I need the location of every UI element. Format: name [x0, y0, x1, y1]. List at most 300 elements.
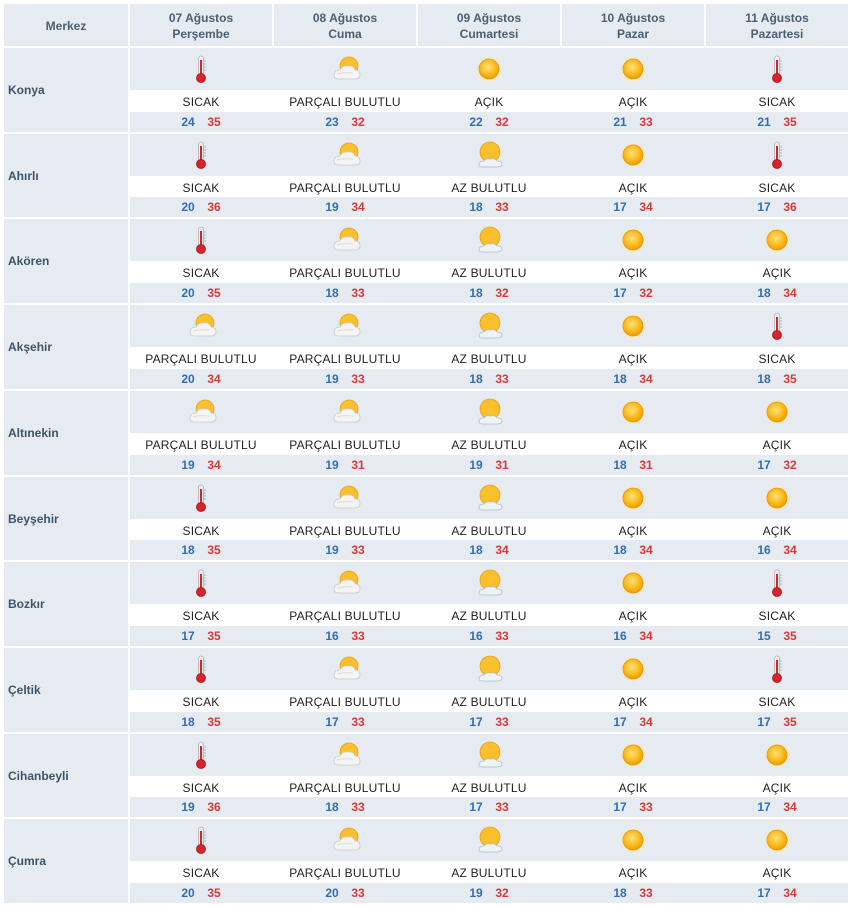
temperature-pair	[274, 372, 416, 386]
temperature-pair	[706, 715, 848, 729]
max-temp: 34	[639, 629, 653, 643]
min-temp: 19	[181, 458, 195, 472]
min-temp: 24	[181, 115, 195, 129]
mostly-sunny-icon	[474, 568, 504, 598]
min-temp: 20	[181, 286, 195, 300]
partly-cloudy-icon	[330, 483, 360, 513]
thermometer-icon	[186, 140, 216, 170]
condition-text: SICAK	[758, 181, 796, 195]
station-name-cell	[4, 648, 128, 732]
thermometer-icon	[762, 568, 792, 598]
sun-icon	[762, 225, 792, 255]
min-temp: 20	[181, 200, 195, 214]
day-forecast-cell	[274, 562, 416, 646]
station-name[interactable]: Altınekin	[8, 426, 59, 440]
temperature-pair	[418, 715, 560, 729]
temperature-pair	[418, 115, 560, 129]
min-temp: 16	[325, 629, 339, 643]
day-forecast-cell	[130, 219, 272, 303]
max-temp: 33	[351, 543, 365, 557]
condition-text: PARÇALI BULUTLU	[289, 181, 401, 195]
min-temp: 21	[757, 115, 771, 129]
day-forecast-cell	[562, 562, 704, 646]
station-name[interactable]: Akören	[8, 254, 50, 268]
day-forecast-cell	[706, 134, 848, 217]
station-name-cell	[4, 562, 128, 646]
max-temp: 34	[783, 800, 797, 814]
condition-text: AZ BULUTLU	[451, 695, 527, 709]
min-temp: 19	[469, 458, 483, 472]
day-forecast-cell	[130, 48, 272, 132]
sun-icon	[762, 483, 792, 513]
max-temp: 35	[207, 543, 221, 557]
condition-text: AÇIK	[618, 524, 648, 538]
sun-icon	[618, 568, 648, 598]
min-temp: 18	[469, 543, 483, 557]
merkez-label: Merkez	[45, 19, 87, 33]
max-temp: 32	[495, 886, 509, 900]
max-temp: 35	[207, 715, 221, 729]
sun-icon	[618, 225, 648, 255]
temperature-pair	[418, 372, 560, 386]
min-temp: 18	[181, 715, 195, 729]
temperature-pair	[418, 543, 560, 557]
min-temp: 18	[613, 372, 627, 386]
thermometer-icon	[186, 483, 216, 513]
temperature-pair	[130, 286, 272, 300]
max-temp: 35	[783, 629, 797, 643]
min-temp: 18	[613, 543, 627, 557]
min-temp: 17	[181, 629, 195, 643]
day-forecast-cell	[130, 562, 272, 646]
day-forecast-cell	[418, 305, 560, 389]
header-weekday: Cumartesi	[459, 27, 519, 41]
day-forecast-cell	[706, 48, 848, 132]
temperature-pair	[562, 115, 704, 129]
thermometer-icon	[186, 225, 216, 255]
day-forecast-cell	[418, 219, 560, 303]
max-temp: 32	[783, 458, 797, 472]
max-temp: 33	[351, 886, 365, 900]
max-temp: 34	[207, 372, 221, 386]
condition-text: SICAK	[182, 266, 220, 280]
max-temp: 36	[783, 200, 797, 214]
condition-text: SICAK	[758, 695, 796, 709]
temperature-pair	[130, 458, 272, 472]
day-forecast-cell	[706, 391, 848, 475]
day-forecast-cell	[418, 819, 560, 903]
day-forecast-cell	[706, 648, 848, 732]
day-forecast-cell	[274, 391, 416, 475]
day-forecast-cell	[130, 734, 272, 817]
min-temp: 17	[757, 458, 771, 472]
day-forecast-cell	[130, 477, 272, 560]
max-temp: 35	[783, 372, 797, 386]
max-temp: 33	[639, 800, 653, 814]
station-name-cell	[4, 219, 128, 303]
condition-text: AZ BULUTLU	[451, 438, 527, 452]
station-name[interactable]: Çeltik	[8, 683, 41, 697]
temperature-pair	[130, 715, 272, 729]
max-temp: 34	[639, 543, 653, 557]
header-day	[706, 4, 848, 46]
min-temp: 17	[325, 715, 339, 729]
min-temp: 16	[469, 629, 483, 643]
mostly-sunny-icon	[474, 225, 504, 255]
temperature-pair	[562, 543, 704, 557]
min-temp: 17	[613, 800, 627, 814]
condition-text: SICAK	[182, 524, 220, 538]
temperature-pair	[706, 629, 848, 643]
condition-text: AÇIK	[618, 695, 648, 709]
min-temp: 21	[613, 115, 627, 129]
header-day	[418, 4, 560, 46]
min-temp: 16	[757, 543, 771, 557]
header-weekday: Pazar	[616, 27, 650, 41]
condition-text: AÇIK	[618, 609, 648, 623]
condition-text: SICAK	[182, 781, 220, 795]
min-temp: 22	[469, 115, 483, 129]
temperature-pair	[130, 115, 272, 129]
mostly-sunny-icon	[474, 311, 504, 341]
day-forecast-cell	[274, 734, 416, 817]
min-temp: 19	[181, 800, 195, 814]
condition-text: PARÇALI BULUTLU	[289, 609, 401, 623]
temperature-pair	[706, 458, 848, 472]
temperature-pair	[562, 200, 704, 214]
mostly-sunny-icon	[474, 140, 504, 170]
max-temp: 33	[495, 629, 509, 643]
min-temp: 18	[757, 286, 771, 300]
min-temp: 18	[325, 286, 339, 300]
temperature-pair	[562, 458, 704, 472]
condition-text: AZ BULUTLU	[451, 352, 527, 366]
sun-icon	[618, 740, 648, 770]
max-temp: 34	[783, 543, 797, 557]
partly-cloudy-icon	[330, 825, 360, 855]
temperature-pair	[130, 629, 272, 643]
condition-text: AÇIK	[762, 438, 792, 452]
temperature-pair	[562, 715, 704, 729]
max-temp: 34	[639, 200, 653, 214]
day-forecast-cell	[418, 734, 560, 817]
day-forecast-cell	[562, 819, 704, 903]
station-name[interactable]: Bozkır	[8, 597, 45, 611]
max-temp: 32	[639, 286, 653, 300]
temperature-pair	[418, 886, 560, 900]
thermometer-icon	[186, 654, 216, 684]
condition-text: SICAK	[182, 95, 220, 109]
max-temp: 33	[639, 886, 653, 900]
condition-text: AZ BULUTLU	[451, 524, 527, 538]
temperature-pair	[706, 200, 848, 214]
header-date: 09 Ağustos	[456, 11, 522, 25]
max-temp: 34	[207, 458, 221, 472]
sun-icon	[618, 825, 648, 855]
max-temp: 34	[351, 200, 365, 214]
min-temp: 18	[757, 372, 771, 386]
temperature-pair	[274, 629, 416, 643]
max-temp: 33	[495, 800, 509, 814]
condition-text: AZ BULUTLU	[451, 266, 527, 280]
station-name[interactable]: Beyşehir	[8, 511, 59, 526]
min-temp: 19	[325, 543, 339, 557]
day-forecast-cell	[706, 819, 848, 903]
temperature-pair	[130, 543, 272, 557]
max-temp: 32	[351, 115, 365, 129]
min-temp: 15	[757, 629, 771, 643]
max-temp: 36	[207, 200, 221, 214]
min-temp: 18	[181, 543, 195, 557]
mostly-sunny-icon	[474, 740, 504, 770]
condition-text: AÇIK	[762, 524, 792, 538]
header-merkez	[4, 4, 128, 46]
station-name[interactable]: Cihanbeyli	[8, 768, 69, 783]
sun-icon	[474, 54, 504, 84]
condition-text: AÇIK	[618, 352, 648, 366]
sun-icon	[618, 483, 648, 513]
max-temp: 34	[495, 543, 509, 557]
condition-text: SICAK	[182, 695, 220, 709]
max-temp: 33	[495, 715, 509, 729]
condition-text: AÇIK	[762, 266, 792, 280]
temperature-pair	[274, 115, 416, 129]
max-temp: 35	[783, 115, 797, 129]
temperature-pair	[418, 286, 560, 300]
day-forecast-cell	[562, 48, 704, 132]
max-temp: 33	[495, 200, 509, 214]
day-forecast-cell	[418, 562, 560, 646]
temperature-pair	[274, 715, 416, 729]
temperature-pair	[706, 543, 848, 557]
max-temp: 35	[783, 715, 797, 729]
day-forecast-cell	[274, 134, 416, 217]
day-forecast-cell	[706, 734, 848, 817]
temperature-pair	[418, 800, 560, 814]
thermometer-icon	[186, 740, 216, 770]
min-temp: 18	[469, 372, 483, 386]
day-forecast-cell	[130, 305, 272, 389]
temperature-pair	[274, 286, 416, 300]
temperature-pair	[562, 800, 704, 814]
partly-cloudy-icon	[330, 225, 360, 255]
day-forecast-cell	[274, 305, 416, 389]
day-forecast-cell	[706, 562, 848, 646]
min-temp: 18	[469, 200, 483, 214]
day-forecast-cell	[418, 48, 560, 132]
day-forecast-cell	[130, 391, 272, 475]
day-forecast-cell	[418, 477, 560, 560]
min-temp: 18	[325, 800, 339, 814]
day-forecast-cell	[274, 648, 416, 732]
thermometer-icon	[762, 140, 792, 170]
station-name[interactable]: Konya	[8, 83, 45, 97]
temperature-pair	[562, 286, 704, 300]
temperature-pair	[274, 200, 416, 214]
max-temp: 31	[495, 458, 509, 472]
min-temp: 17	[469, 715, 483, 729]
max-temp: 34	[783, 286, 797, 300]
condition-text: PARÇALI BULUTLU	[145, 438, 257, 452]
min-temp: 16	[613, 629, 627, 643]
sun-icon	[762, 825, 792, 855]
max-temp: 34	[639, 372, 653, 386]
day-forecast-cell	[706, 219, 848, 303]
temperature-pair	[418, 458, 560, 472]
condition-text: AÇIK	[618, 866, 648, 880]
max-temp: 33	[351, 372, 365, 386]
condition-text: PARÇALI BULUTLU	[289, 866, 401, 880]
sun-icon	[618, 397, 648, 427]
condition-text: PARÇALI BULUTLU	[289, 781, 401, 795]
max-temp: 31	[639, 458, 653, 472]
header-date: 10 Ağustos	[600, 11, 666, 25]
min-temp: 18	[613, 458, 627, 472]
mostly-sunny-icon	[474, 825, 504, 855]
min-temp: 20	[181, 372, 195, 386]
min-temp: 17	[613, 715, 627, 729]
sun-icon	[762, 740, 792, 770]
day-forecast-cell	[562, 134, 704, 217]
temperature-pair	[130, 200, 272, 214]
station-name-cell	[4, 734, 128, 817]
condition-text: AÇIK	[474, 95, 504, 109]
mostly-sunny-icon	[474, 397, 504, 427]
min-temp: 17	[469, 800, 483, 814]
max-temp: 32	[495, 286, 509, 300]
min-temp: 17	[757, 886, 771, 900]
day-forecast-cell	[562, 305, 704, 389]
max-temp: 33	[351, 286, 365, 300]
condition-text: AZ BULUTLU	[451, 609, 527, 623]
sun-icon	[618, 54, 648, 84]
mostly-sunny-icon	[474, 654, 504, 684]
station-name-cell	[4, 819, 128, 903]
min-temp: 19	[469, 886, 483, 900]
day-forecast-cell	[562, 391, 704, 475]
partly-cloudy-icon	[330, 654, 360, 684]
day-forecast-cell	[562, 734, 704, 817]
partly-cloudy-icon	[186, 397, 216, 427]
min-temp: 17	[757, 200, 771, 214]
day-forecast-cell	[418, 134, 560, 217]
temperature-pair	[706, 115, 848, 129]
temperature-pair	[418, 200, 560, 214]
min-temp: 17	[757, 715, 771, 729]
day-forecast-cell	[418, 648, 560, 732]
thermometer-icon	[186, 54, 216, 84]
day-forecast-cell	[706, 477, 848, 560]
condition-text: AÇIK	[762, 781, 792, 795]
condition-text: PARÇALI BULUTLU	[289, 695, 401, 709]
condition-text: SICAK	[182, 181, 220, 195]
partly-cloudy-icon	[330, 397, 360, 427]
min-temp: 17	[613, 286, 627, 300]
max-temp: 35	[207, 115, 221, 129]
max-temp: 33	[351, 800, 365, 814]
temperature-pair	[562, 629, 704, 643]
thermometer-icon	[762, 311, 792, 341]
day-forecast-cell	[274, 477, 416, 560]
condition-text: AZ BULUTLU	[451, 181, 527, 195]
sun-icon	[762, 397, 792, 427]
max-temp: 35	[207, 286, 221, 300]
min-temp: 19	[325, 372, 339, 386]
temperature-pair	[418, 629, 560, 643]
station-name[interactable]: Çumra	[8, 854, 47, 868]
header-day	[130, 4, 272, 46]
temperature-pair	[706, 286, 848, 300]
max-temp: 35	[207, 886, 221, 900]
station-name[interactable]: Ahırlı	[8, 168, 39, 183]
condition-text: AÇIK	[618, 781, 648, 795]
thermometer-icon	[186, 568, 216, 598]
station-name-cell	[4, 391, 128, 475]
header-date: 11 Ağustos	[745, 11, 809, 25]
condition-text: AÇIK	[618, 181, 648, 195]
max-temp: 33	[639, 115, 653, 129]
min-temp: 17	[757, 800, 771, 814]
max-temp: 33	[351, 715, 365, 729]
condition-text: PARÇALI BULUTLU	[145, 352, 257, 366]
temperature-pair	[130, 800, 272, 814]
day-forecast-cell	[130, 648, 272, 732]
temperature-pair	[274, 886, 416, 900]
station-name-cell	[4, 48, 128, 132]
max-temp: 34	[783, 886, 797, 900]
header-date: 07 Ağustos	[168, 11, 234, 25]
station-name[interactable]: Akşehir	[8, 340, 53, 354]
sun-icon	[618, 654, 648, 684]
day-forecast-cell	[706, 305, 848, 389]
temperature-pair	[706, 886, 848, 900]
temperature-pair	[706, 800, 848, 814]
partly-cloudy-icon	[330, 311, 360, 341]
partly-cloudy-icon	[330, 568, 360, 598]
temperature-pair	[706, 372, 848, 386]
condition-text: PARÇALI BULUTLU	[289, 266, 401, 280]
condition-text: AZ BULUTLU	[451, 781, 527, 795]
min-temp: 19	[325, 458, 339, 472]
partly-cloudy-icon	[330, 740, 360, 770]
mostly-sunny-icon	[474, 483, 504, 513]
day-forecast-cell	[274, 219, 416, 303]
condition-text: AÇIK	[618, 266, 648, 280]
sun-icon	[618, 311, 648, 341]
header-weekday: Cuma	[328, 27, 362, 41]
station-name-cell	[4, 477, 128, 560]
day-forecast-cell	[562, 648, 704, 732]
temperature-pair	[562, 886, 704, 900]
max-temp: 36	[207, 800, 221, 814]
partly-cloudy-icon	[186, 311, 216, 341]
min-temp: 23	[325, 115, 339, 129]
condition-text: SICAK	[182, 866, 220, 880]
thermometer-icon	[762, 654, 792, 684]
condition-text: AZ BULUTLU	[451, 866, 527, 880]
temperature-pair	[130, 372, 272, 386]
max-temp: 34	[639, 715, 653, 729]
min-temp: 19	[325, 200, 339, 214]
min-temp: 20	[181, 886, 195, 900]
temperature-pair	[274, 800, 416, 814]
condition-text: AÇIK	[618, 438, 648, 452]
temperature-pair	[274, 458, 416, 472]
day-forecast-cell	[130, 134, 272, 217]
min-temp: 18	[469, 286, 483, 300]
sun-icon	[618, 140, 648, 170]
temperature-pair	[130, 886, 272, 900]
